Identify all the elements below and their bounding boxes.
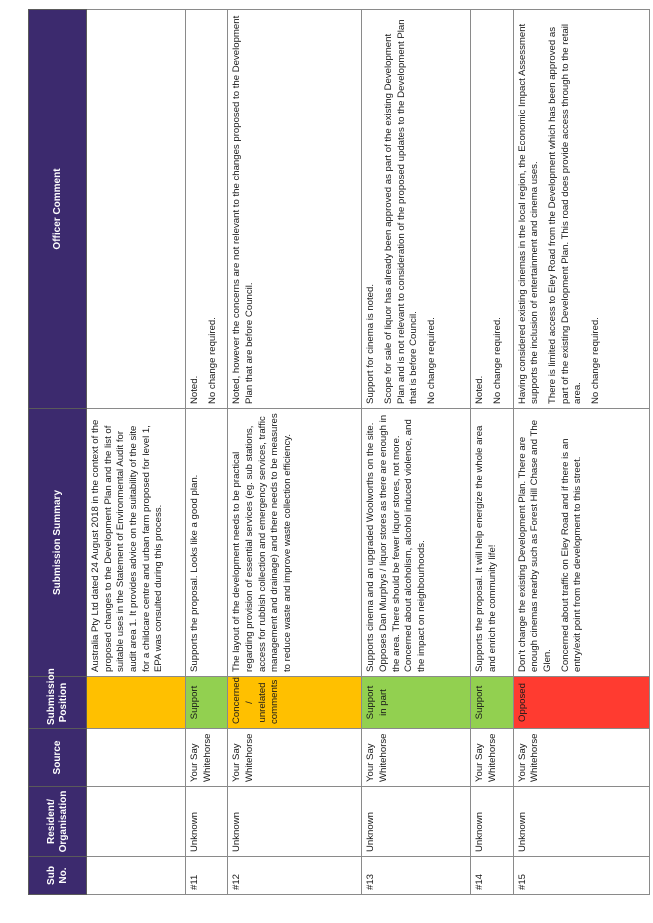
table-row: [87, 10, 186, 895]
comment-paragraph: No change required.: [206, 317, 218, 404]
source-cell: Your Say Whitehorse: [471, 729, 513, 787]
summary-paragraph: Supports the proposal. Looks like a good plan.: [189, 474, 200, 672]
sub-no-cell: [87, 857, 186, 895]
summary-paragraph: Don't change the existing Development Plan. There are enough cinemas nearby such as Forest Hill Chase and The Glen.: [516, 419, 553, 672]
comment-paragraph: Scope for sale of liquor has already been approved as part of the existing Development Plan and is not relevant to consideration of the proposed updates to the Development Plan that is before Council.: [382, 19, 420, 404]
summary-paragraph: Australia Pty Ltd dated 24 August 2018 in the context of the proposed changes to the Development Plan and the list of suitable uses in the Statement of Environmental Audit for audit area 1. It provides advice on the suitability of the site for a childcare centre and urban farm proposed for level 1, EPA was consulted during this process.: [90, 419, 165, 672]
resident-cell: Unknown: [228, 787, 362, 857]
sub-no-cell: #15: [513, 857, 649, 895]
summary-cell: [513, 409, 649, 677]
header-row: [29, 10, 87, 895]
comment-paragraph: Having considered existing cinemas in the local region, the Economic Impact Assessment supports the inclusion of entertainment and cinema uses.: [516, 23, 541, 404]
summary-cell: [186, 409, 228, 677]
position-cell: Support: [471, 677, 513, 729]
source-cell: Your Say Whitehorse: [186, 729, 228, 787]
table-row: [228, 10, 362, 895]
comment-paragraph: Noted.: [474, 375, 486, 404]
comment-paragraph: No change required.: [491, 317, 503, 404]
summary-paragraph: Supports cinema and an upgraded Woolworths on the site. Opposes Dan Murphys / liquor stores as there are enough in the area. There should be fewer liquor stores, not more. Concerned about alcoholism, alcohol induced violence, and the impact on neighbourhoods.: [365, 414, 427, 672]
summary-paragraph: The layout of the development needs to be practical regarding provision of essential services (eg. sub stations, access for rubbish collection and emergency services, traffic management and drainage) and there needs to be measures to reduce waste and improve waste collection efficiency.: [231, 413, 293, 672]
comment-cell: [186, 10, 228, 409]
header-source: Source: [29, 729, 87, 787]
sub-no-cell: #13: [362, 857, 471, 895]
position-cell: [87, 677, 186, 729]
comment-cell: [228, 10, 362, 409]
table-row: [471, 10, 513, 895]
summary-cell: [471, 409, 513, 677]
rotated-page: [28, 10, 636, 895]
summary-cell: [362, 409, 471, 677]
table-row: [362, 10, 471, 895]
source-cell: Your Say Whitehorse: [362, 729, 471, 787]
summary-paragraph: Concerned about traffic on Eley Road and if there is an entry/exit point from the development to this street.: [559, 438, 584, 672]
position-cell: Support in part: [362, 677, 471, 729]
comment-paragraph: Noted.: [189, 375, 200, 404]
source-cell: Your Say Whitehorse: [513, 729, 649, 787]
header-comment: Officer Comment: [29, 10, 87, 409]
sub-no-cell: #11: [186, 857, 228, 895]
header-sub-no: Sub No.: [29, 857, 87, 895]
summary-cell: [228, 409, 362, 677]
source-cell: [87, 729, 186, 787]
comment-cell: [87, 10, 186, 409]
table-row: [513, 10, 649, 895]
header-resident: Resident/ Organisation: [29, 787, 87, 857]
source-cell: Your Say Whitehorse: [228, 729, 362, 787]
position-cell: Opposed: [513, 677, 649, 729]
submissions-table: [28, 9, 650, 895]
resident-cell: Unknown: [186, 787, 228, 857]
position-cell: Concerned / unrelated comments: [228, 677, 362, 729]
position-cell: Support: [186, 677, 228, 729]
comment-cell: [471, 10, 513, 409]
comment-cell: [513, 10, 649, 409]
comment-paragraph: No change required.: [589, 317, 601, 404]
resident-cell: [87, 787, 186, 857]
resident-cell: Unknown: [513, 787, 649, 857]
comment-paragraph: Noted, however the concerns are not relevant to the changes proposed to the Development Plan that are before Council.: [231, 15, 255, 404]
table-row: [186, 10, 228, 895]
comment-cell: [362, 10, 471, 409]
summary-paragraph: Supports the proposal. It will help energize the whole area and enrich the community life!: [474, 425, 498, 672]
header-summary: Submission Summary: [29, 409, 87, 677]
comment-paragraph: There is limited access to Eley Road from the Development which has been approved as part of the existing Development Plan. This road does provide access through to the retail area.: [546, 23, 584, 404]
comment-paragraph: No change required.: [425, 317, 437, 404]
summary-cell: [87, 409, 186, 677]
resident-cell: Unknown: [471, 787, 513, 857]
header-position: Submission Position: [29, 677, 87, 729]
comment-paragraph: Support for cinema is noted.: [365, 284, 377, 404]
resident-cell: Unknown: [362, 787, 471, 857]
sub-no-cell: #12: [228, 857, 362, 895]
sub-no-cell: #14: [471, 857, 513, 895]
